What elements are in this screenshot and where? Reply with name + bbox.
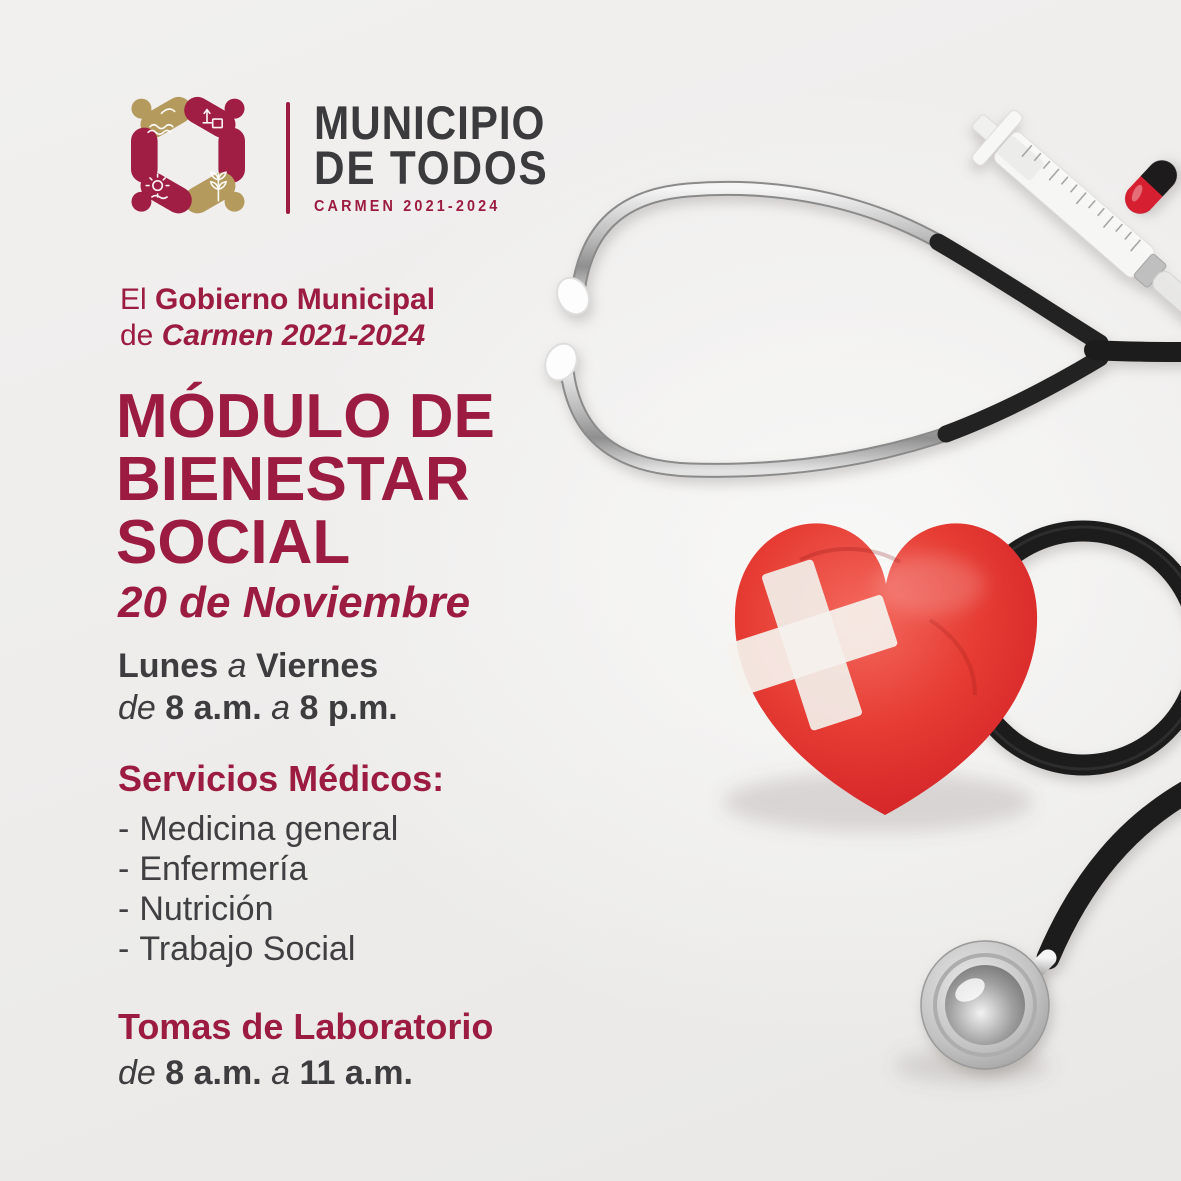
service-bullet: - xyxy=(118,850,130,888)
schedule-text xyxy=(118,645,398,729)
ear-tip xyxy=(551,272,595,320)
wordmark xyxy=(314,95,549,216)
lab-time1: 8 a.m. xyxy=(165,1054,262,1092)
lab-hours-prefix: de xyxy=(118,1054,156,1092)
lab-hours xyxy=(118,1054,493,1093)
services-title: Servicios Médicos: xyxy=(118,758,445,799)
service-item xyxy=(118,929,444,969)
syringe-icon xyxy=(955,95,1181,348)
intro-prefix1: El xyxy=(120,283,147,316)
intro-bold1: Gobierno Municipal xyxy=(155,283,436,316)
heart-with-bandage-icon xyxy=(709,523,1037,815)
stethoscope-tube-lower xyxy=(1014,792,1181,992)
logo-divider xyxy=(286,102,290,214)
title-date: 20 de Noviembre xyxy=(118,578,471,627)
intro-prefix2: de xyxy=(120,319,154,352)
title-line3: SOCIAL xyxy=(116,508,351,577)
service-item xyxy=(118,849,444,889)
intro-line1 xyxy=(120,282,435,318)
schedule-time-conn: a xyxy=(271,689,291,727)
municipio-carmen-emblem-icon xyxy=(112,84,264,232)
brand-header xyxy=(112,84,575,232)
service-label: Nutrición xyxy=(139,890,274,928)
ear-tip xyxy=(539,338,582,385)
service-item xyxy=(118,809,444,849)
schedule-hours-prefix: de xyxy=(118,689,156,727)
wordmark-line1: MUNICIPIO xyxy=(314,95,546,149)
service-label: Enfermería xyxy=(139,850,308,888)
schedule-day-conn: a xyxy=(227,647,247,685)
schedule-day2: Viernes xyxy=(255,647,379,685)
service-label: Trabajo Social xyxy=(139,930,356,968)
service-label: Medicina general xyxy=(139,810,399,848)
title-line1: MÓDULO DE xyxy=(116,382,495,451)
intro-bold2: Carmen 2021-2024 xyxy=(161,319,426,352)
schedule-hours xyxy=(118,687,398,729)
lab-section xyxy=(118,1006,493,1093)
service-bullet: - xyxy=(118,810,130,848)
lab-time2: 11 a.m. xyxy=(299,1054,413,1092)
service-bullet: - xyxy=(118,890,130,928)
lab-title: Tomas de Laboratorio xyxy=(118,1006,494,1047)
intro-text xyxy=(120,282,435,354)
schedule-time1: 8 a.m. xyxy=(165,689,262,727)
service-item xyxy=(118,889,444,929)
services-list xyxy=(118,809,444,969)
schedule-time2: 8 p.m. xyxy=(299,689,398,727)
wordmark-tagline: CARMEN 2021-2024 xyxy=(314,197,501,215)
services-section xyxy=(118,758,444,969)
schedule-day1: Lunes xyxy=(118,647,219,685)
stethoscope-chestpiece xyxy=(921,941,1049,1069)
page-title xyxy=(116,382,495,577)
service-bullet: - xyxy=(118,930,130,968)
capsule-pill-icon xyxy=(1119,154,1181,220)
wordmark-line2: DE TODOS xyxy=(314,140,549,194)
schedule-days xyxy=(118,645,398,687)
lab-time-conn: a xyxy=(271,1054,291,1092)
title-line2: BIENESTAR xyxy=(116,445,470,514)
intro-line2 xyxy=(120,318,435,354)
